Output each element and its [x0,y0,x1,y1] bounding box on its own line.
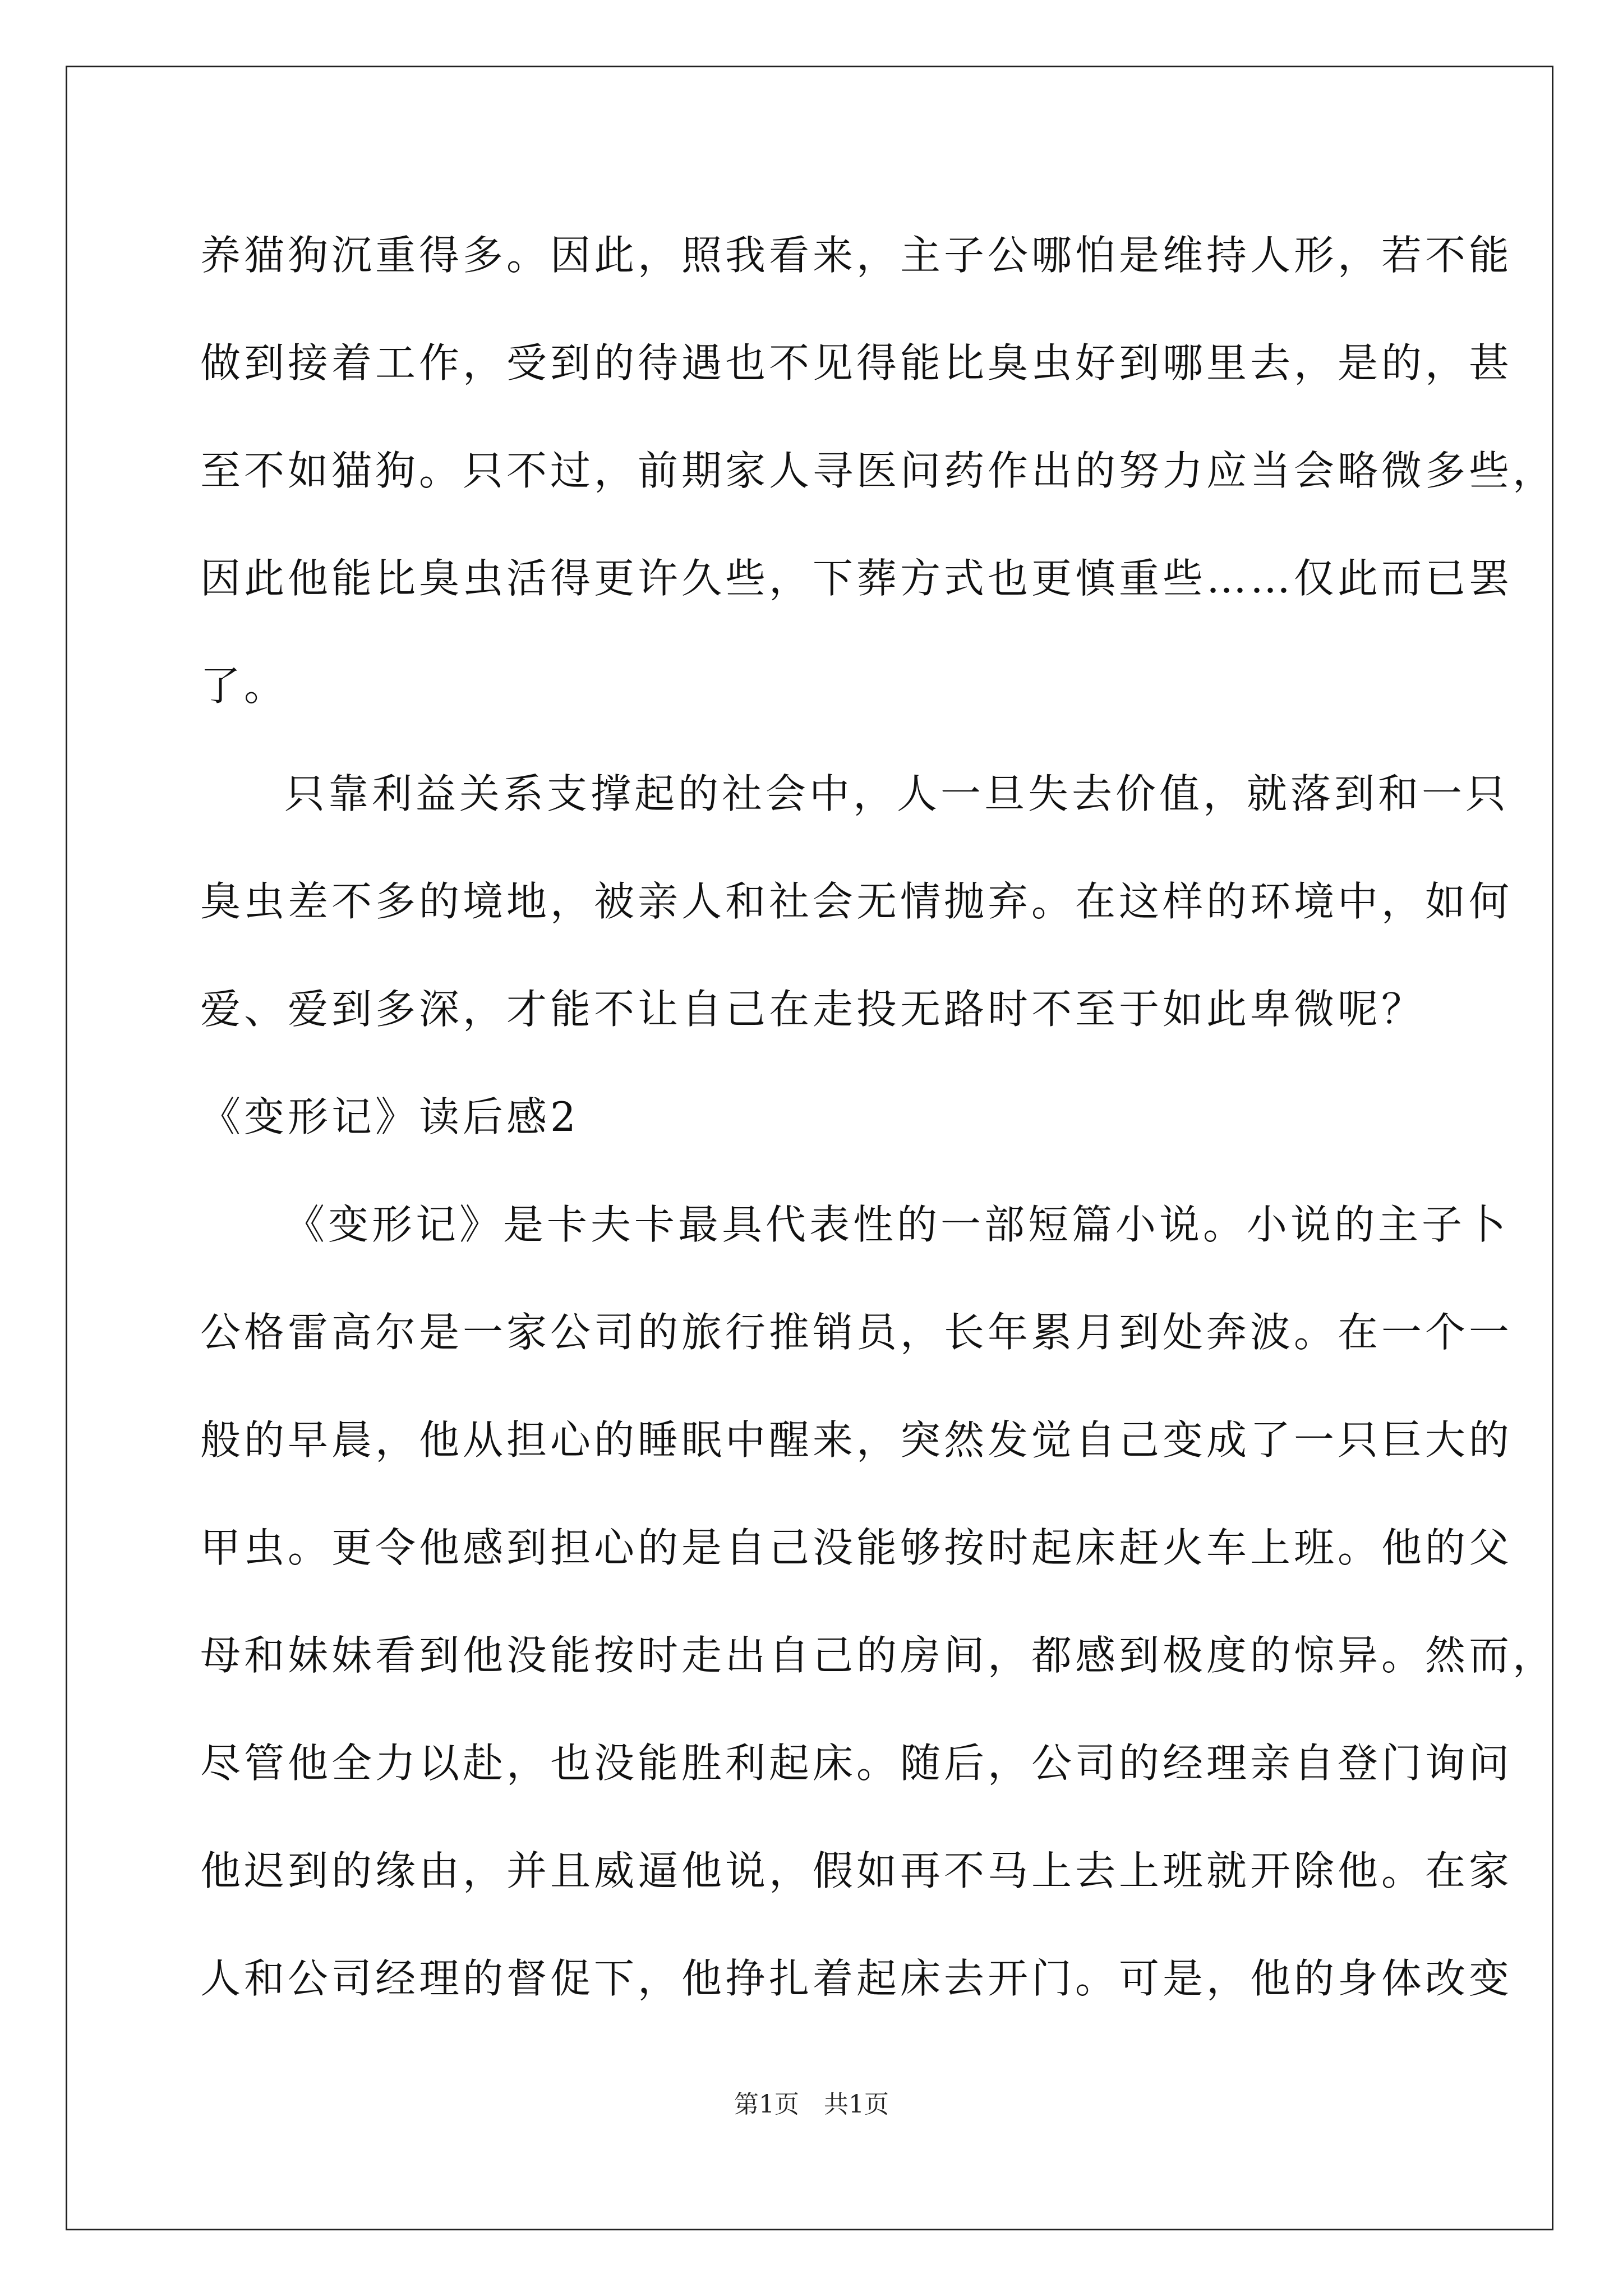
text-line: 因此他能比臭虫活得更许久些，下葬方式也更慎重些……仅此而已罢 [200,555,1513,602]
text-line: 甲虫。更令他感到担心的是自己没能够按时起床赶火车上班。他的父 [200,1524,1513,1571]
text-line: 了。 [200,662,288,710]
text-line: 做到接着工作，受到的待遇也不见得能比臭虫好到哪里去，是的，甚 [200,339,1513,386]
text-line: 至不如猫狗。只不过，前期家人寻医问药作出的努力应当会略微多些， [200,447,1557,494]
text-line: 他迟到的缘由，并且威逼他说，假如再不马上去上班就开除他。在家 [200,1847,1513,1894]
text-line: 般的早晨，他从担心的睡眠中醒来，突然发觉自己变成了一只巨大的 [200,1416,1513,1464]
text-line: 养猫狗沉重得多。因此，照我看来，主子公哪怕是维持人形，若不能 [200,232,1513,279]
section-heading: 《变形记》读后感2 [200,1093,579,1140]
text-line: 公格雷高尔是一家公司的旅行推销员，长年累月到处奔波。在一个一 [200,1309,1513,1356]
text-line: 爱、爱到多深，才能不让自己在走投无路时不至于如此卑微呢？ [200,986,1426,1033]
document-body [200,213,1557,2044]
text-line: 《变形记》是卡夫卡最具代表性的一部短篇小说。小说的主子卜 [284,1201,1510,1248]
text-line: 只靠利益关系支撑起的社会中，人一旦失去价值，就落到和一只 [284,770,1510,817]
text-line: 臭虫差不多的境地，被亲人和社会无情抛弃。在这样的环境中，如何 [200,878,1513,925]
text-line: 人和公司经理的督促下，他挣扎着起床去开门。可是，他的身体改变 [200,1955,1513,2002]
text-line: 母和妹妹看到他没能按时走出自己的房间，都感到极度的惊异。然而， [200,1632,1557,1679]
text-line: 尽管他全力以赴，也没能胜利起床。随后，公司的经理亲自登门询问 [200,1740,1513,1787]
page-number-footer: 第1页 共1页 [734,2090,889,2119]
